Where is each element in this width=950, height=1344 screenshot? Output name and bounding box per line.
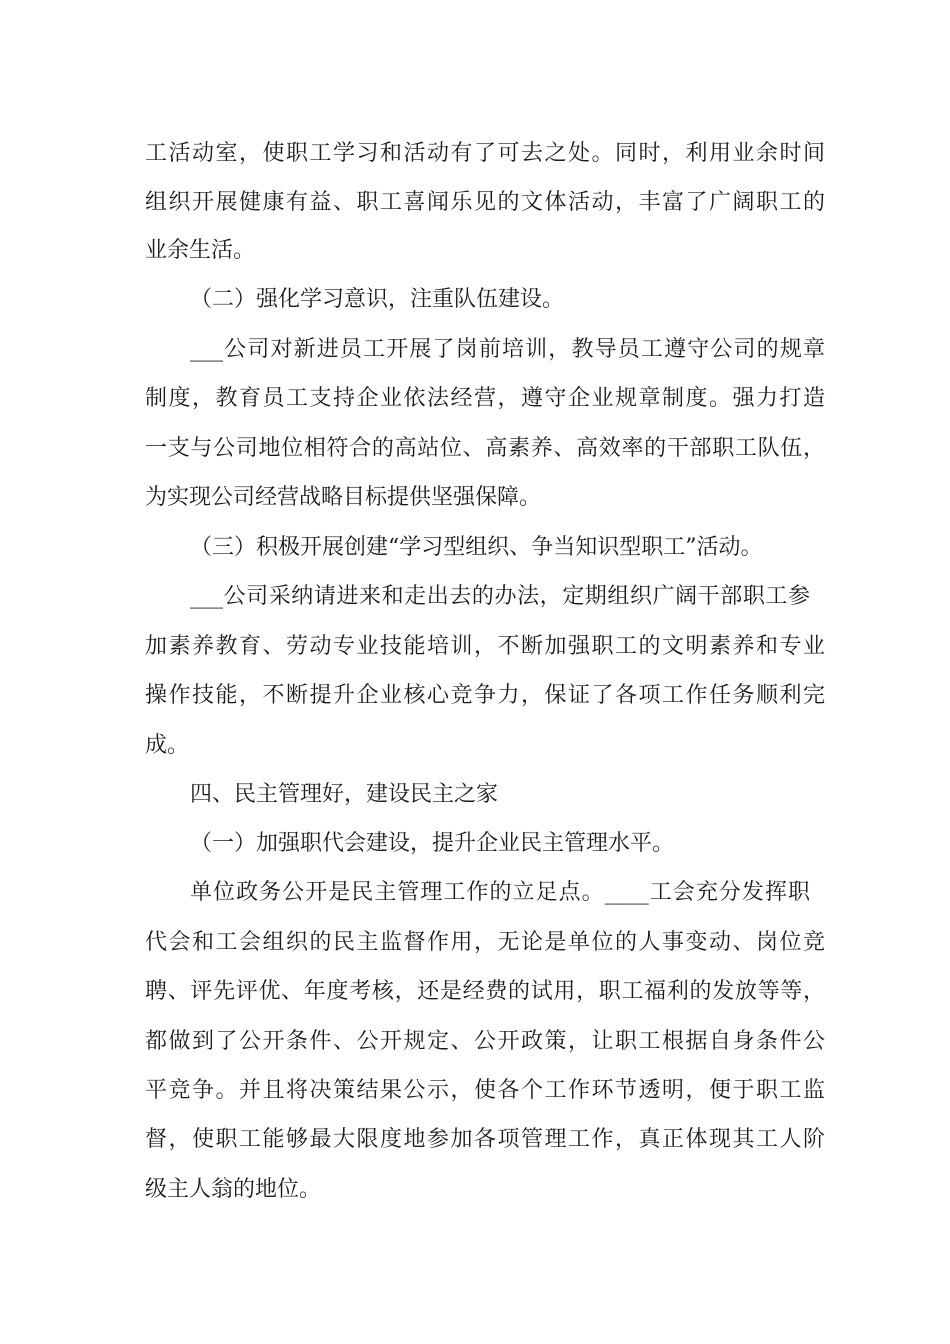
section-heading: （二）强化学习意识，注重队伍建设。 — [190, 287, 565, 312]
paragraph-line: 都做到了公开条件、公开规定、公开政策，让职工根据自身条件公 — [145, 1029, 825, 1054]
paragraph-line: 级主人翁的地位。 — [145, 1177, 322, 1202]
paragraph-line: 督，使职工能够最大限度地参加各项管理工作，真正体现其工人阶 — [145, 1127, 825, 1152]
paragraph-line: 为实现公司经营战略目标提供坚强保障。 — [145, 485, 542, 510]
paragraph-line: 聘、评先评优、年度考核，还是经费的试用，职工福利的发放等等， — [145, 979, 825, 1004]
paragraph-line: 平竞争。并且将决策结果公示，使各个工作环节透明，便于职工监 — [145, 1078, 825, 1103]
paragraph-line: 制度，教育员工支持企业依法经营，遵守企业规章制度。强力打造 — [145, 386, 825, 411]
paragraph-line: 工活动室，使职工学习和活动有了可去之处。同时，利用业余时间 — [145, 141, 825, 166]
section-heading: （三）积极开展创建“学习型组织、争当知识型职工”活动。 — [190, 535, 763, 560]
paragraph-line: ___公司采纳请进来和走出去的办法，定期组织广阔干部职工参 — [190, 584, 810, 609]
paragraph-line: 一支与公司地位相符合的高站位、高素养、高效率的干部职工队伍， — [145, 436, 825, 461]
section-heading: （一）加强职代会建设，提升企业民主管理水平。 — [190, 831, 675, 856]
paragraph-line: 业余生活。 — [145, 238, 256, 263]
paragraph-line: 单位政务公开是民主管理工作的立足点。____工会充分发挥职 — [190, 880, 810, 905]
paragraph-line: 操作技能，不断提升企业核心竞争力，保证了各项工作任务顺利完 — [145, 683, 825, 708]
paragraph-line: 组织开展健康有益、职工喜闻乐见的文体活动，丰富了广阔职工的 — [145, 190, 825, 215]
chapter-heading: 四、民主管理好，建设民主之家 — [190, 782, 499, 807]
paragraph-line: 代会和工会组织的民主监督作用，无论是单位的人事变动、岗位竞 — [145, 930, 825, 955]
paragraph-line: 成。 — [145, 733, 190, 758]
paragraph-line: 加素养教育、劳动专业技能培训，不断加强职工的文明素养和专业 — [145, 634, 825, 659]
paragraph-line: ___公司对新进员工开展了岗前培训，教导员工遵守公司的规章 — [190, 337, 825, 362]
